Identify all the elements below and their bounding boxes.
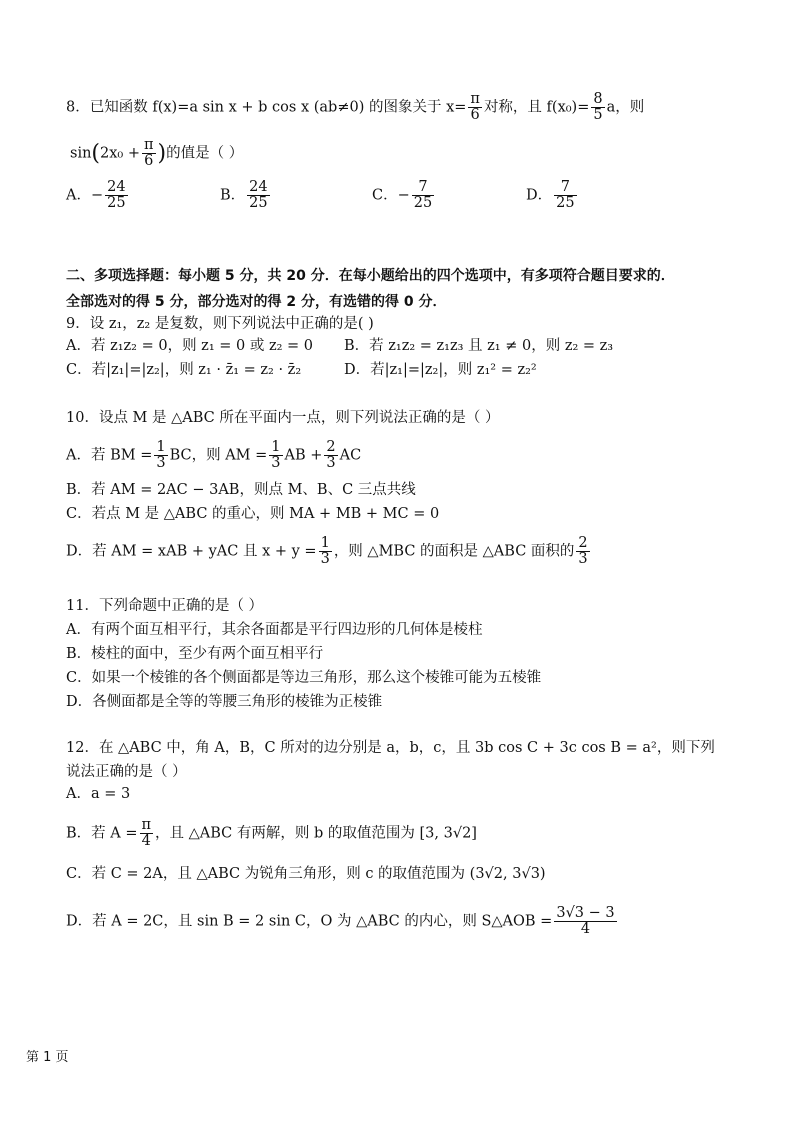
q10-d-text-2: ，则 △MBC 的面积是 △ABC 面积的 [333, 543, 575, 560]
q8-text-4: 的值是（ ） [166, 145, 244, 162]
option-sign: − [397, 187, 410, 204]
frac-num: 2 [578, 535, 588, 551]
option-frac [247, 180, 269, 211]
q12-option-c: C．若 C = 2A，且 △ABC 为锐角三角形，则 c 的取值范围为 (3√2, 3√3) [66, 866, 546, 882]
q8-option-a [66, 180, 130, 211]
frac-num: 24 [107, 179, 126, 195]
q8-option-d [526, 180, 579, 211]
frac-den: 6 [470, 107, 480, 124]
option-label: A． [66, 187, 91, 204]
q10-option-d [66, 536, 592, 567]
q10-a-text-3: AB + [284, 447, 323, 464]
q9-option-b: B．若 z₁z₂ = z₁z₃ 且 z₁ ≠ 0，则 z₂ = z₃ [344, 338, 614, 354]
option-frac [554, 180, 576, 211]
frac-den: 3 [326, 455, 336, 472]
frac-num: 1 [271, 439, 281, 455]
q8-text-1: 8．已知函数 f(x)=a sin x + b cos x (ab≠0) 的图象关于 x= [66, 99, 467, 116]
option-label: D． [526, 187, 553, 204]
q12-stem-line1: 12．在 △ABC 中，角 A，B，C 所对的边分别是 a，b，c，且 3b cos C + 3c cos B = a²，则下列 [66, 740, 715, 756]
q9-option-c: C．若|z₁|=|z₂|，则 z₁ · z̄₁ = z₂ · z̄₂ [66, 362, 302, 378]
q12-option-a: A．a = 3 [66, 786, 131, 802]
frac-den: 3 [156, 455, 166, 472]
q10-a-text-2: BC，则 AM = [169, 447, 268, 464]
q10-stem: 10．设点 M 是 △ABC 所在平面内一点，则下列说法正确的是（ ） [66, 410, 500, 426]
frac-den: 25 [413, 195, 433, 212]
q10-d-frac-1 [319, 536, 332, 567]
q8-stem-line2: sin(2x₀ + $\frac{\pi}{6}$ )的值是（ ） [70, 137, 244, 170]
q9-option-d: D．若|z₁|=|z₂|，则 z₁² = z₂² [344, 362, 537, 378]
q8-arg-frac [142, 138, 156, 169]
option-label: B． [220, 187, 246, 204]
frac-den: 25 [249, 195, 268, 212]
q10-d-frac-2 [576, 536, 589, 567]
q12-d-text-1: D．若 A = 2C，且 sin B = 2 sin C，O 为 △ABC 的内心，则 S△AOB = [66, 913, 553, 930]
q12-b-text-2: ，且 △ABC 有两解，则 b 的取值范围为 [3, 3√2] [155, 825, 477, 842]
q8-text-3: a，则 [606, 99, 645, 116]
q8-option-c [372, 180, 436, 211]
q10-option-b: B．若 AM = 2AC − 3AB，则点 M、B、C 三点共线 [66, 482, 416, 498]
option-frac [105, 180, 127, 211]
q12-b-text-1: B．若 A = [66, 825, 138, 842]
option-sign: − [90, 187, 104, 204]
q8-arg: 2x₀ + [100, 145, 140, 162]
frac-num: 2 [326, 439, 336, 455]
frac-den: 6 [144, 153, 154, 170]
option-label: C． [372, 187, 398, 204]
frac-num: π [470, 91, 480, 107]
q10-a-frac-2 [269, 440, 282, 471]
frac-num: 1 [320, 535, 330, 551]
frac-num: 7 [412, 180, 434, 196]
q10-a-frac-3 [324, 440, 337, 471]
frac-num: 7 [554, 180, 576, 196]
frac-num: 24 [249, 179, 268, 195]
q12-stem-line2: 说法正确的是（ ） [66, 764, 187, 780]
option-frac [412, 180, 434, 211]
q8-val-frac [591, 92, 604, 123]
frac-den: 5 [593, 107, 603, 124]
frac-den: 25 [556, 195, 575, 212]
q10-a-text-4: AC [339, 447, 362, 464]
page-number: 第 1 页 [26, 1050, 69, 1065]
q10-a-text-1: A．若 BM = [66, 447, 153, 464]
frac-den: 3 [320, 551, 330, 568]
frac-num: 1 [156, 439, 166, 455]
q11-stem: 11．下列命题中正确的是（ ） [66, 598, 264, 614]
q10-d-text-1: D．若 AM = xAB + yAC 且 x + y = [66, 543, 317, 560]
q8-sym-frac [468, 92, 482, 123]
q12-option-d [66, 906, 619, 937]
frac-den: 4 [580, 921, 591, 938]
frac-num: 3√3 − 3 [556, 905, 615, 921]
q8-sin: sin [70, 145, 92, 162]
frac-den: 25 [107, 195, 126, 212]
q12-b-frac [140, 818, 154, 849]
q8-option-b [220, 180, 272, 211]
q8-stem-line1 [66, 92, 644, 123]
frac-den: 3 [271, 455, 281, 472]
q12-option-b [66, 818, 477, 849]
frac-num: π [144, 137, 154, 153]
q8-text-2: 对称，且 f(x₀)= [483, 99, 590, 116]
q10-option-c: C．若点 M 是 △ABC 的重心，则 MA + MB + MC = 0 [66, 506, 440, 522]
q11-option-c: C．如果一个棱锥的各个侧面都是等边三角形，那么这个棱锥可能为五棱锥 [66, 670, 542, 686]
q9-option-a: A．若 z₁z₂ = 0，则 z₁ = 0 或 z₂ = 0 [66, 338, 313, 354]
q12-d-frac [554, 906, 616, 937]
frac-den: 3 [578, 551, 588, 568]
q9-stem: 9．设 z₁，z₂ 是复数，则下列说法中正确的是( ) [66, 316, 374, 332]
frac-num: 8 [593, 91, 603, 107]
q11-option-b: B．棱柱的面中，至少有两个面互相平行 [66, 646, 324, 662]
frac-den: 4 [141, 833, 151, 850]
q10-a-frac-1 [154, 440, 167, 471]
section2-heading-line1: 二、多项选择题：每小题 5 分，共 20 分．在每小题给出的四个选项中，有多项符合题目要求的． [66, 268, 675, 284]
frac-num: π [141, 817, 152, 833]
q11-option-a: A．有两个面互相平行，其余各面都是平行四边形的几何体是棱柱 [66, 622, 483, 638]
q10-option-a [66, 440, 361, 471]
q11-option-d: D．各侧面都是全等的等腰三角形的棱锥为正棱锥 [66, 694, 383, 710]
section2-heading-line2: 全部选对的得 5 分，部分选对的得 2 分，有选错的得 0 分． [66, 294, 447, 310]
